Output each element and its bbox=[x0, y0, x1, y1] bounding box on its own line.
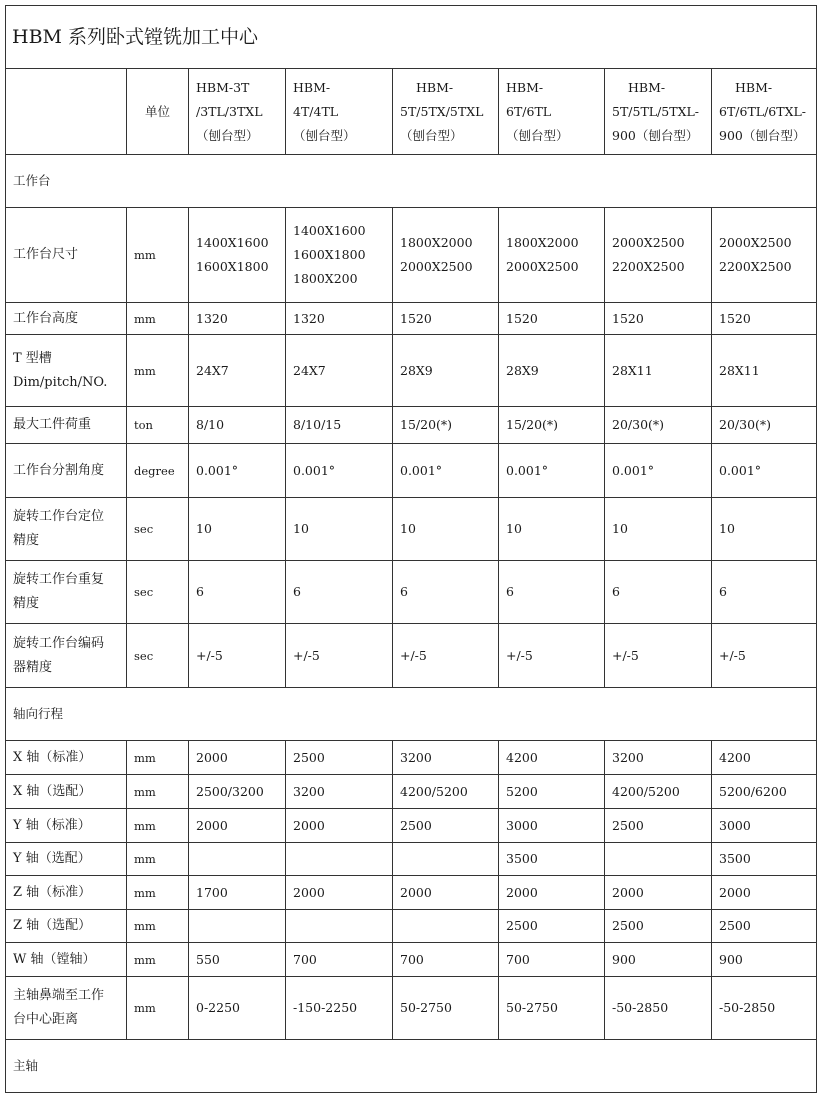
row-label-line: Z 轴（标准） bbox=[13, 884, 92, 900]
value-line: 0.001° bbox=[400, 462, 443, 478]
value-cell bbox=[189, 303, 286, 335]
value-line: 2000 bbox=[719, 884, 751, 900]
title-row bbox=[6, 6, 817, 69]
table-row bbox=[6, 303, 817, 335]
value-cell bbox=[712, 335, 817, 407]
value-line: 8/10 bbox=[196, 417, 225, 432]
row-unit: mm bbox=[127, 208, 189, 303]
row-unit: degree bbox=[127, 444, 189, 498]
value-line: 0-2250 bbox=[196, 1000, 240, 1015]
value-line: 28X9 bbox=[400, 362, 433, 378]
header-blank-cell bbox=[6, 69, 127, 155]
value-cell bbox=[499, 444, 605, 498]
value-cell bbox=[605, 775, 712, 809]
value-line: 0.001° bbox=[719, 462, 762, 478]
value-line: 2000 bbox=[506, 884, 538, 900]
row-label-line: 工作台分割角度 bbox=[13, 462, 105, 478]
value-cell bbox=[712, 444, 817, 498]
value-cell bbox=[286, 335, 393, 407]
model-header-2 bbox=[286, 69, 393, 155]
header-row bbox=[6, 69, 817, 155]
value-cell bbox=[605, 444, 712, 498]
row-label-line: X 轴（选配） bbox=[13, 783, 92, 799]
value-line: 28X9 bbox=[506, 362, 539, 378]
value-line: +/-5 bbox=[506, 647, 533, 663]
value-cell bbox=[605, 910, 712, 943]
model-header-line: HBM-3T bbox=[196, 79, 250, 95]
model-header-line: HBM- bbox=[735, 79, 773, 95]
value-cell bbox=[712, 977, 817, 1040]
value-line: 2000X2500 bbox=[719, 235, 792, 250]
value-line: 1320 bbox=[293, 310, 325, 326]
value-line: 3500 bbox=[506, 851, 538, 866]
value-line: 3200 bbox=[293, 783, 325, 799]
model-header-line: （刨台型） bbox=[293, 127, 356, 143]
page-title: HBM 系列卧式镗铣加工中心 bbox=[6, 6, 817, 69]
model-header-line: HBM- bbox=[506, 79, 544, 95]
value-line: -50-2850 bbox=[612, 1000, 669, 1015]
value-line: 10 bbox=[506, 521, 522, 536]
value-line: 6 bbox=[293, 584, 301, 599]
value-cell bbox=[712, 809, 817, 843]
unit-header: 单位 bbox=[127, 69, 189, 155]
model-header-line: 6T/6TL bbox=[506, 103, 552, 119]
value-line: 1600X1800 bbox=[196, 259, 269, 274]
row-label bbox=[6, 407, 127, 444]
value-cell bbox=[605, 303, 712, 335]
value-cell bbox=[712, 407, 817, 444]
value-cell bbox=[286, 561, 393, 624]
value-line: 10 bbox=[400, 521, 416, 536]
value-cell bbox=[189, 809, 286, 843]
row-label-line: Dim/pitch/NO. bbox=[13, 374, 108, 390]
model-header-line: 900（刨台型） bbox=[612, 127, 699, 143]
value-line: 1320 bbox=[196, 310, 228, 326]
value-line: 6 bbox=[612, 584, 620, 599]
value-line: 1520 bbox=[719, 310, 751, 326]
table-row bbox=[6, 741, 817, 775]
value-line: 20/30(*) bbox=[719, 417, 772, 432]
value-cell bbox=[393, 303, 499, 335]
value-line: 2500 bbox=[612, 918, 644, 933]
value-line: 1520 bbox=[612, 310, 644, 326]
value-cell bbox=[605, 407, 712, 444]
value-line: 50-2750 bbox=[506, 1000, 558, 1015]
value-cell bbox=[286, 407, 393, 444]
row-label-line: X 轴（标准） bbox=[13, 749, 92, 765]
table-row bbox=[6, 876, 817, 910]
value-line: 0.001° bbox=[506, 462, 549, 478]
value-line: 900 bbox=[612, 951, 636, 967]
table-row bbox=[6, 498, 817, 561]
value-cell bbox=[712, 843, 817, 876]
row-label bbox=[6, 876, 127, 910]
model-header-line: 4T/4TL bbox=[293, 103, 339, 119]
value-line: 50-2750 bbox=[400, 1000, 452, 1015]
model-header-line: HBM- bbox=[416, 79, 454, 95]
value-line: 6 bbox=[400, 584, 408, 599]
table-row bbox=[6, 843, 817, 876]
value-line: 2000 bbox=[293, 817, 325, 833]
value-line: 1520 bbox=[400, 310, 432, 326]
value-line: 6 bbox=[719, 584, 727, 599]
section-row-worktable bbox=[6, 155, 817, 208]
value-line: 900 bbox=[719, 951, 743, 967]
value-cell bbox=[499, 775, 605, 809]
row-label bbox=[6, 303, 127, 335]
value-line: 2500 bbox=[506, 918, 538, 933]
value-cell bbox=[499, 943, 605, 977]
value-cell bbox=[605, 561, 712, 624]
value-cell bbox=[712, 303, 817, 335]
row-unit: mm bbox=[127, 910, 189, 943]
model-header-line: HBM- bbox=[293, 79, 331, 95]
row-unit: mm bbox=[127, 335, 189, 407]
value-line: 2000 bbox=[400, 884, 432, 900]
value-line: 2500 bbox=[293, 749, 325, 765]
value-line: 1400X1600 bbox=[196, 235, 269, 250]
value-cell bbox=[393, 809, 499, 843]
row-label bbox=[6, 977, 127, 1040]
model-header-line: （刨台型） bbox=[400, 127, 463, 143]
row-unit: mm bbox=[127, 741, 189, 775]
row-label-line: 最大工件荷重 bbox=[13, 417, 92, 432]
section-heading: 主轴 bbox=[6, 1040, 817, 1093]
row-unit: mm bbox=[127, 809, 189, 843]
value-line: 2000X2500 bbox=[506, 259, 579, 274]
value-cell bbox=[712, 910, 817, 943]
value-cell bbox=[499, 809, 605, 843]
value-line: 2500 bbox=[719, 918, 751, 933]
table-row bbox=[6, 624, 817, 688]
value-line: 8/10/15 bbox=[293, 417, 342, 432]
value-cell bbox=[286, 843, 393, 876]
table-row bbox=[6, 335, 817, 407]
value-line: 2000 bbox=[196, 749, 228, 765]
value-line: +/-5 bbox=[196, 647, 223, 663]
table-row bbox=[6, 208, 817, 303]
section-heading: 轴向行程 bbox=[6, 688, 817, 741]
value-cell bbox=[393, 775, 499, 809]
row-label-line: 器精度 bbox=[13, 659, 53, 675]
value-cell bbox=[393, 741, 499, 775]
value-line: 1520 bbox=[506, 310, 538, 326]
value-line: 2500 bbox=[612, 817, 644, 833]
value-line: 5200/6200 bbox=[719, 783, 787, 799]
value-cell bbox=[189, 843, 286, 876]
model-header-line: 5T/5TL/5TXL- bbox=[612, 103, 700, 119]
value-cell bbox=[712, 943, 817, 977]
model-header-6 bbox=[712, 69, 817, 155]
value-line: 2200X2500 bbox=[612, 259, 685, 274]
value-cell bbox=[605, 943, 712, 977]
row-unit: mm bbox=[127, 843, 189, 876]
row-label bbox=[6, 943, 127, 977]
table-row bbox=[6, 809, 817, 843]
value-line: 3200 bbox=[612, 749, 644, 765]
value-line: 2000 bbox=[293, 884, 325, 900]
value-line: 3500 bbox=[719, 851, 751, 866]
value-line: 700 bbox=[293, 951, 317, 967]
value-cell bbox=[189, 335, 286, 407]
value-cell bbox=[393, 943, 499, 977]
value-cell bbox=[393, 444, 499, 498]
table-row bbox=[6, 444, 817, 498]
value-cell bbox=[286, 910, 393, 943]
value-cell bbox=[499, 208, 605, 303]
value-cell bbox=[286, 775, 393, 809]
value-cell bbox=[393, 910, 499, 943]
value-cell bbox=[605, 741, 712, 775]
model-header-line: （刨台型） bbox=[506, 127, 569, 143]
model-header-1 bbox=[189, 69, 286, 155]
value-cell bbox=[286, 809, 393, 843]
value-line: +/-5 bbox=[612, 647, 639, 663]
value-cell bbox=[393, 498, 499, 561]
value-cell bbox=[499, 303, 605, 335]
value-cell bbox=[286, 498, 393, 561]
table-row bbox=[6, 407, 817, 444]
table-row bbox=[6, 561, 817, 624]
model-header-4 bbox=[499, 69, 605, 155]
value-line: 10 bbox=[293, 521, 309, 536]
value-line: +/-5 bbox=[719, 647, 746, 663]
value-line: +/-5 bbox=[293, 647, 320, 663]
value-cell bbox=[189, 741, 286, 775]
model-header-3 bbox=[393, 69, 499, 155]
row-unit: mm bbox=[127, 943, 189, 977]
value-line: +/-5 bbox=[400, 647, 427, 663]
value-line: 6 bbox=[506, 584, 514, 599]
value-cell bbox=[499, 561, 605, 624]
row-label-line: 工作台尺寸 bbox=[13, 247, 79, 262]
value-cell bbox=[286, 303, 393, 335]
value-cell bbox=[712, 498, 817, 561]
value-cell bbox=[189, 876, 286, 910]
value-cell bbox=[605, 498, 712, 561]
value-line: 2000 bbox=[612, 884, 644, 900]
row-label bbox=[6, 624, 127, 688]
value-cell bbox=[393, 561, 499, 624]
value-line: 3200 bbox=[400, 749, 432, 765]
table-row bbox=[6, 775, 817, 809]
value-cell bbox=[499, 876, 605, 910]
value-cell bbox=[499, 843, 605, 876]
value-cell bbox=[393, 208, 499, 303]
table-row bbox=[6, 910, 817, 943]
value-cell bbox=[189, 624, 286, 688]
value-line: 10 bbox=[612, 521, 628, 536]
value-line: 2000X2500 bbox=[612, 235, 685, 250]
value-cell bbox=[605, 624, 712, 688]
value-line: 2200X2500 bbox=[719, 259, 792, 274]
value-line: 2000 bbox=[196, 817, 228, 833]
model-header-line: 900（刨台型） bbox=[719, 127, 806, 143]
row-label bbox=[6, 775, 127, 809]
row-label-line: 旋转工作台编码 bbox=[13, 635, 105, 651]
row-unit: ton bbox=[127, 407, 189, 444]
row-label bbox=[6, 809, 127, 843]
section-row-spindle bbox=[6, 1040, 817, 1093]
value-cell bbox=[393, 407, 499, 444]
value-cell bbox=[189, 977, 286, 1040]
section-row-travel bbox=[6, 688, 817, 741]
value-cell bbox=[605, 843, 712, 876]
value-line: 20/30(*) bbox=[612, 417, 665, 432]
value-cell bbox=[286, 624, 393, 688]
spec-sheet bbox=[5, 5, 816, 1076]
value-cell bbox=[189, 208, 286, 303]
row-unit: mm bbox=[127, 775, 189, 809]
value-line: 24X7 bbox=[293, 362, 326, 378]
value-cell bbox=[605, 809, 712, 843]
table-row bbox=[6, 943, 817, 977]
value-line: 1800X200 bbox=[293, 271, 358, 286]
value-cell bbox=[605, 208, 712, 303]
row-label-line: T 型槽 bbox=[13, 350, 52, 366]
spec-table bbox=[5, 5, 817, 1093]
value-line: 6 bbox=[196, 584, 204, 599]
value-cell bbox=[393, 876, 499, 910]
value-line: -150-2250 bbox=[293, 1000, 358, 1015]
value-line: 4200 bbox=[719, 749, 751, 765]
value-cell bbox=[286, 876, 393, 910]
value-line: 28X11 bbox=[719, 362, 760, 378]
row-unit: sec bbox=[127, 498, 189, 561]
row-label-line: 工作台高度 bbox=[13, 310, 79, 326]
value-line: 0.001° bbox=[293, 462, 336, 478]
model-header-line: （刨台型） bbox=[196, 127, 259, 143]
value-line: 10 bbox=[719, 521, 735, 536]
model-header-line: HBM- bbox=[628, 79, 666, 95]
value-cell bbox=[189, 775, 286, 809]
value-cell bbox=[499, 977, 605, 1040]
value-cell bbox=[189, 444, 286, 498]
row-label-line: Y 轴（选配） bbox=[13, 851, 91, 866]
value-cell bbox=[286, 741, 393, 775]
value-cell bbox=[286, 943, 393, 977]
row-label bbox=[6, 498, 127, 561]
value-line: 28X11 bbox=[612, 362, 653, 378]
row-label bbox=[6, 910, 127, 943]
row-label-line: 精度 bbox=[13, 533, 40, 548]
model-header-line: 6T/6TL/6TXL- bbox=[719, 103, 807, 119]
value-line: 1800X2000 bbox=[400, 235, 473, 250]
table-row bbox=[6, 977, 817, 1040]
value-line: 4200/5200 bbox=[612, 783, 680, 799]
value-cell bbox=[189, 561, 286, 624]
value-line: 1600X1800 bbox=[293, 247, 366, 262]
row-label bbox=[6, 843, 127, 876]
value-cell bbox=[393, 624, 499, 688]
value-cell bbox=[712, 561, 817, 624]
value-line: 2500/3200 bbox=[196, 783, 264, 799]
value-line: 4200/5200 bbox=[400, 783, 468, 799]
value-cell bbox=[712, 208, 817, 303]
value-cell bbox=[712, 775, 817, 809]
row-label-line: 旋转工作台定位 bbox=[13, 509, 105, 524]
value-line: -50-2850 bbox=[719, 1000, 776, 1015]
model-header-5 bbox=[605, 69, 712, 155]
value-line: 550 bbox=[196, 951, 220, 967]
value-line: 0.001° bbox=[196, 462, 239, 478]
value-line: 0.001° bbox=[612, 462, 655, 478]
value-cell bbox=[712, 741, 817, 775]
row-unit: mm bbox=[127, 876, 189, 910]
value-line: 10 bbox=[196, 521, 212, 536]
value-cell bbox=[499, 335, 605, 407]
value-line: 700 bbox=[400, 951, 424, 967]
model-header-line: /3TL/3TXL bbox=[196, 103, 263, 119]
row-label-line: Y 轴（标准） bbox=[13, 817, 91, 833]
value-line: 24X7 bbox=[196, 362, 229, 378]
value-cell bbox=[189, 943, 286, 977]
value-cell bbox=[499, 910, 605, 943]
value-cell bbox=[189, 498, 286, 561]
row-label-line: W 轴（镗轴） bbox=[13, 951, 96, 967]
value-line: 3000 bbox=[719, 817, 751, 833]
value-cell bbox=[605, 977, 712, 1040]
row-label-line: 主轴鼻端至工作 bbox=[13, 988, 105, 1003]
value-cell bbox=[605, 876, 712, 910]
value-line: 700 bbox=[506, 951, 530, 967]
value-cell bbox=[286, 977, 393, 1040]
value-line: 1400X1600 bbox=[293, 223, 366, 238]
row-label-line: Z 轴（选配） bbox=[13, 918, 92, 933]
value-cell bbox=[605, 335, 712, 407]
section-heading: 工作台 bbox=[6, 155, 817, 208]
row-label bbox=[6, 335, 127, 407]
value-cell bbox=[393, 843, 499, 876]
model-header-line: 5T/5TX/5TXL bbox=[400, 103, 484, 119]
row-unit: sec bbox=[127, 561, 189, 624]
value-cell bbox=[499, 498, 605, 561]
row-unit: mm bbox=[127, 977, 189, 1040]
row-label bbox=[6, 444, 127, 498]
value-cell bbox=[189, 407, 286, 444]
row-label-line: 精度 bbox=[13, 596, 40, 611]
row-label bbox=[6, 741, 127, 775]
value-cell bbox=[499, 624, 605, 688]
value-line: 4200 bbox=[506, 749, 538, 765]
value-cell bbox=[189, 910, 286, 943]
row-label-line: 台中心距离 bbox=[13, 1012, 79, 1027]
row-unit: sec bbox=[127, 624, 189, 688]
row-unit: mm bbox=[127, 303, 189, 335]
row-label-line: 旋转工作台重复 bbox=[13, 572, 105, 587]
value-cell bbox=[286, 444, 393, 498]
value-line: 2000X2500 bbox=[400, 259, 473, 274]
row-label bbox=[6, 208, 127, 303]
value-line: 5200 bbox=[506, 783, 538, 799]
value-line: 1800X2000 bbox=[506, 235, 579, 250]
value-cell bbox=[499, 741, 605, 775]
value-line: 15/20(*) bbox=[506, 417, 559, 432]
value-line: 3000 bbox=[506, 817, 538, 833]
value-cell bbox=[393, 977, 499, 1040]
value-cell bbox=[712, 876, 817, 910]
value-cell bbox=[286, 208, 393, 303]
row-label bbox=[6, 561, 127, 624]
value-cell bbox=[393, 335, 499, 407]
value-line: 2500 bbox=[400, 817, 432, 833]
value-line: 15/20(*) bbox=[400, 417, 453, 432]
value-cell bbox=[499, 407, 605, 444]
value-line: 1700 bbox=[196, 884, 228, 900]
value-cell bbox=[712, 624, 817, 688]
